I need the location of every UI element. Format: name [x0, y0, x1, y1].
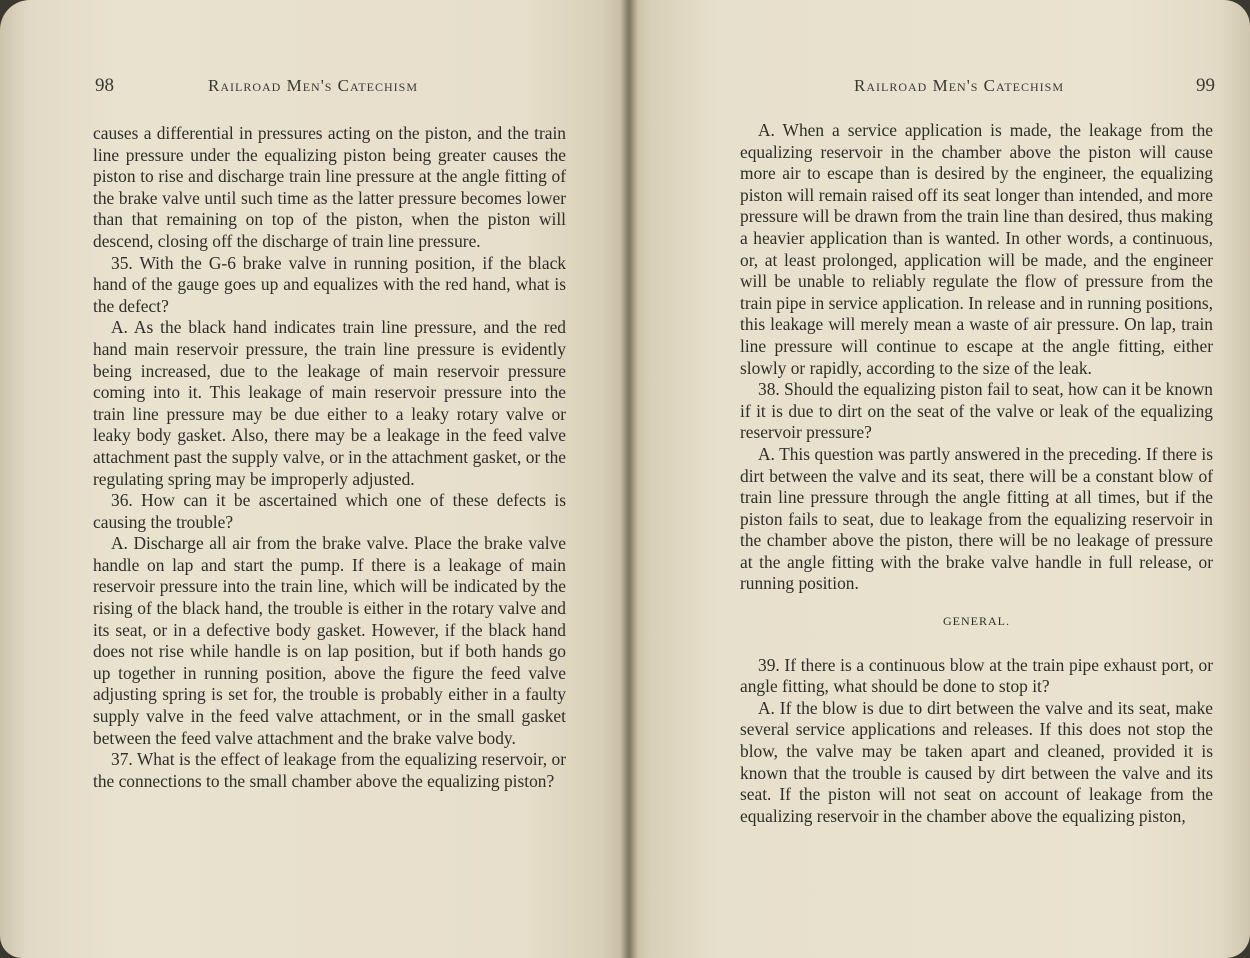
answer-38: A. This question was partly answered in the preceding. If there is dirt between the valve and its seat, there will be a constant blow of train line pressure through the angle fitting at all times, but if the piston fails to seat, due to leakage from the equalizing reservoir in the chamber above the piston, there will be no leakage of pressure at the angle fitting with the brake valve handle in full release, or running position.	[740, 443, 1213, 594]
page-number-right: 99	[1196, 75, 1215, 96]
question-35: 35. With the G-6 brake valve in running position, if the black hand of the gauge goes up and equalizes with the red hand, what is the defect?	[93, 252, 566, 316]
running-header-right: Railroad Men's Catechism	[854, 76, 1065, 95]
question-37: 37. What is the effect of leakage from the equalizing reservoir, or the connections to the small chamber above the equalizing piston?	[93, 749, 566, 791]
answer-35: A. As the black hand indicates train line pressure, and the red hand main reservoir pressure, the train line pressure is evidently being increased, due to the leakage of main reservoir pressure coming into it. This leakage of main reservoir pressure into the train line pressure may be due either to a leaky rotary valve or leaky body gasket. Also, there may be a leakage in the feed valve attachment past the supply valve, or in the attachment gasket, or the regulating spring may be improperly adjusted.	[93, 317, 566, 489]
answer-39: A. If the blow is due to dirt between the valve and its seat, make several service applications and releases. If this does not stop the blow, the valve may be taken apart and cleaned, provided it is known that the trouble is caused by dirt between the valve and its seat. If the piston will not seat on account of leakage from the equalizing reservoir in the chamber above the equalizing piston,	[740, 697, 1213, 826]
question-38: 38. Should the equalizing piston fail to seat, how can it be known if it is due to dirt on the seat of the valve or leak of the equalizing reservoir pressure?	[740, 379, 1213, 443]
running-header-left: Railroad Men's Catechism	[208, 76, 419, 95]
paragraph: causes a differential in pressures acting on the piston, and the train line pressure under the equalizing piston being greater causes the piston to rise and discharge train line pressure at the angle fitting of the brake valve until such time as the latter pressure becomes lower than that remaining on top of the piston, when the piston will descend, closing off the discharge of train line pressure.	[93, 123, 566, 251]
section-heading: GENERAL.	[943, 614, 1010, 629]
question-39: 39. If there is a continuous blow at the train pipe exhaust port, or angle fitting, what should be done to stop it?	[740, 654, 1213, 697]
page-number-left: 98	[95, 75, 114, 96]
answer-36: A. Discharge all air from the brake valve. Place the brake valve handle on lap and start the pump. If there is a leakage of main reservoir pressure into the train line, which will be indicated by the rising of the black hand, the trouble is either in the rotary valve and its seat, or in a defective body gasket. However, if the black hand does not rise while handle is on lap position, but if both hands go up together in running position, above the figure the feed valve adjusting spring is set for, the trouble is probably either in a faulty supply valve in the feed valve attachment, or in the small gasket between the feed valve attachment and the brake valve body.	[93, 533, 566, 748]
question-36: 36. How can it be ascertained which one of these defects is causing the trouble?	[93, 490, 566, 532]
answer-37: A. When a service application is made, the leakage from the equalizing reservoir in the chamber above the piston will cause more air to escape than is desired by the engineer, the equalizing piston will remain raised off its seat longer than intended, and more pressure will be drawn from the train line than desired, thus making a heavier application than is wanted. In other words, a continuous, or, at least prolonged, application will be made, and the engineer will be unable to reliably regulate the flow of pressure from the train pipe in service application. In release and in running positions, this leakage will merely mean a waste of air pressure. On lap, train line pressure will continue to escape at the angle fitting, either slowly or rapidly, according to the size of the leak.	[740, 120, 1213, 378]
right-page-text	[740, 120, 1213, 827]
left-page-text	[93, 123, 566, 792]
